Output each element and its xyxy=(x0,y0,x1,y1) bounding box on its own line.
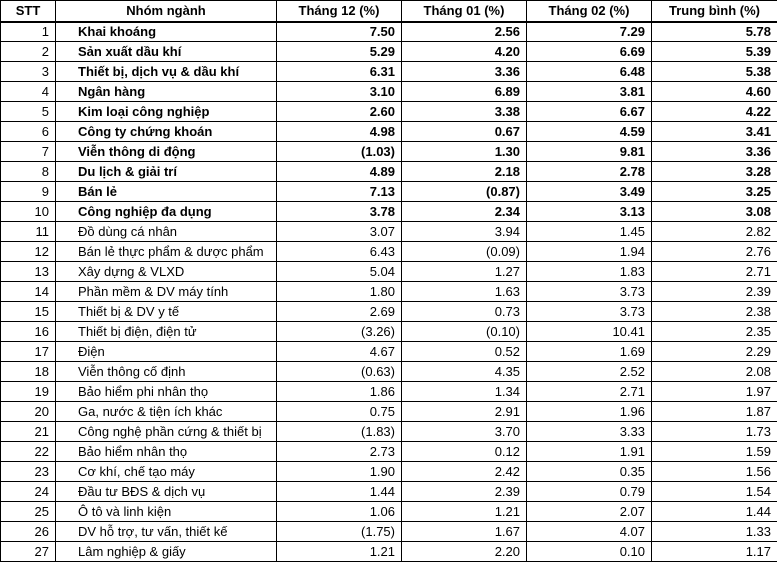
december-value: 3.78 xyxy=(277,202,402,222)
december-value: 1.06 xyxy=(277,502,402,522)
header-february: Tháng 02 (%) xyxy=(527,1,652,22)
average-value: 4.60 xyxy=(652,82,777,102)
december-value: (1.03) xyxy=(277,142,402,162)
february-value: 2.78 xyxy=(527,162,652,182)
average-value: 5.38 xyxy=(652,62,777,82)
december-value: 2.69 xyxy=(277,302,402,322)
row-number: 23 xyxy=(1,462,56,482)
average-value: 2.29 xyxy=(652,342,777,362)
row-number: 25 xyxy=(1,502,56,522)
table-row xyxy=(1,162,777,182)
row-number: 19 xyxy=(1,382,56,402)
december-value: 4.98 xyxy=(277,122,402,142)
december-value: 7.50 xyxy=(277,22,402,42)
table-row xyxy=(1,442,777,462)
table-row xyxy=(1,322,777,342)
february-value: 3.49 xyxy=(527,182,652,202)
average-value: 1.59 xyxy=(652,442,777,462)
row-number: 5 xyxy=(1,102,56,122)
february-value: 1.94 xyxy=(527,242,652,262)
row-number: 17 xyxy=(1,342,56,362)
average-value: 1.44 xyxy=(652,502,777,522)
sector-name: Điện xyxy=(56,342,277,362)
february-value: 3.81 xyxy=(527,82,652,102)
january-value: 0.67 xyxy=(402,122,527,142)
december-value: 6.43 xyxy=(277,242,402,262)
february-value: 6.69 xyxy=(527,42,652,62)
february-value: 0.79 xyxy=(527,482,652,502)
table-row xyxy=(1,362,777,382)
sector-name: DV hỗ trợ, tư vấn, thiết kế xyxy=(56,522,277,542)
january-value: (0.87) xyxy=(402,182,527,202)
december-value: 6.31 xyxy=(277,62,402,82)
sector-name: Công ty chứng khoán xyxy=(56,122,277,142)
february-value: 0.35 xyxy=(527,462,652,482)
february-value: 2.71 xyxy=(527,382,652,402)
table-row xyxy=(1,402,777,422)
row-number: 22 xyxy=(1,442,56,462)
average-value: 2.38 xyxy=(652,302,777,322)
header-average: Trung bình (%) xyxy=(652,1,777,22)
january-value: 2.42 xyxy=(402,462,527,482)
table-row xyxy=(1,382,777,402)
february-value: 3.33 xyxy=(527,422,652,442)
row-number: 20 xyxy=(1,402,56,422)
header-stt: STT xyxy=(1,1,56,22)
table-row xyxy=(1,262,777,282)
row-number: 16 xyxy=(1,322,56,342)
sector-name: Bảo hiểm phi nhân thọ xyxy=(56,382,277,402)
december-value: 5.04 xyxy=(277,262,402,282)
december-value: 1.90 xyxy=(277,462,402,482)
january-value: 3.94 xyxy=(402,222,527,242)
january-value: 2.18 xyxy=(402,162,527,182)
january-value: 1.67 xyxy=(402,522,527,542)
row-number: 3 xyxy=(1,62,56,82)
sector-name: Công nghệ phần cứng & thiết bị xyxy=(56,422,277,442)
sector-name: Viễn thông di động xyxy=(56,142,277,162)
february-value: 4.59 xyxy=(527,122,652,142)
february-value: 3.73 xyxy=(527,302,652,322)
table-row xyxy=(1,122,777,142)
table-row xyxy=(1,482,777,502)
february-value: 3.73 xyxy=(527,282,652,302)
february-value: 0.10 xyxy=(527,542,652,562)
average-value: 2.08 xyxy=(652,362,777,382)
january-value: (0.10) xyxy=(402,322,527,342)
row-number: 9 xyxy=(1,182,56,202)
average-value: 1.17 xyxy=(652,542,777,562)
february-value: 2.07 xyxy=(527,502,652,522)
december-value: 3.10 xyxy=(277,82,402,102)
december-value: (1.83) xyxy=(277,422,402,442)
average-value: 2.76 xyxy=(652,242,777,262)
february-value: 7.29 xyxy=(527,22,652,42)
average-value: 1.54 xyxy=(652,482,777,502)
sector-name: Thiết bị, dịch vụ & dầu khí xyxy=(56,62,277,82)
february-value: 1.45 xyxy=(527,222,652,242)
december-value: 1.80 xyxy=(277,282,402,302)
average-value: 1.56 xyxy=(652,462,777,482)
row-number: 13 xyxy=(1,262,56,282)
december-value: 1.86 xyxy=(277,382,402,402)
average-value: 1.73 xyxy=(652,422,777,442)
sector-name: Phần mềm & DV máy tính xyxy=(56,282,277,302)
table-row xyxy=(1,142,777,162)
table-row xyxy=(1,422,777,442)
january-value: 0.12 xyxy=(402,442,527,462)
table-row xyxy=(1,542,777,562)
average-value: 3.08 xyxy=(652,202,777,222)
february-value: 9.81 xyxy=(527,142,652,162)
row-number: 10 xyxy=(1,202,56,222)
row-number: 27 xyxy=(1,542,56,562)
row-number: 18 xyxy=(1,362,56,382)
sector-name: Bảo hiểm nhân thọ xyxy=(56,442,277,462)
average-value: 5.39 xyxy=(652,42,777,62)
table-row xyxy=(1,302,777,322)
sector-name: Bán lẻ thực phẩm & dược phẩm xyxy=(56,242,277,262)
january-value: 6.89 xyxy=(402,82,527,102)
average-value: 2.82 xyxy=(652,222,777,242)
december-value: 5.29 xyxy=(277,42,402,62)
row-number: 7 xyxy=(1,142,56,162)
sector-name: Thiết bị & DV y tế xyxy=(56,302,277,322)
sector-name: Viễn thông cố định xyxy=(56,362,277,382)
average-value: 3.36 xyxy=(652,142,777,162)
january-value: (0.09) xyxy=(402,242,527,262)
january-value: 3.70 xyxy=(402,422,527,442)
february-value: 6.67 xyxy=(527,102,652,122)
table-row xyxy=(1,42,777,62)
row-number: 26 xyxy=(1,522,56,542)
january-value: 3.38 xyxy=(402,102,527,122)
row-number: 6 xyxy=(1,122,56,142)
row-number: 15 xyxy=(1,302,56,322)
table-row xyxy=(1,342,777,362)
average-value: 4.22 xyxy=(652,102,777,122)
row-number: 8 xyxy=(1,162,56,182)
row-number: 24 xyxy=(1,482,56,502)
header-sector: Nhóm ngành xyxy=(56,1,277,22)
sector-name: Kim loại công nghiệp xyxy=(56,102,277,122)
sector-name: Lâm nghiệp & giấy xyxy=(56,542,277,562)
sector-name: Bán lẻ xyxy=(56,182,277,202)
row-number: 12 xyxy=(1,242,56,262)
table-row xyxy=(1,242,777,262)
january-value: 4.20 xyxy=(402,42,527,62)
january-value: 2.91 xyxy=(402,402,527,422)
february-value: 4.07 xyxy=(527,522,652,542)
february-value: 1.83 xyxy=(527,262,652,282)
january-value: 3.36 xyxy=(402,62,527,82)
row-number: 14 xyxy=(1,282,56,302)
table-row xyxy=(1,502,777,522)
february-value: 1.69 xyxy=(527,342,652,362)
january-value: 1.34 xyxy=(402,382,527,402)
average-value: 1.87 xyxy=(652,402,777,422)
row-number: 4 xyxy=(1,82,56,102)
february-value: 6.48 xyxy=(527,62,652,82)
december-value: 3.07 xyxy=(277,222,402,242)
january-value: 0.73 xyxy=(402,302,527,322)
january-value: 2.20 xyxy=(402,542,527,562)
row-number: 11 xyxy=(1,222,56,242)
january-value: 2.56 xyxy=(402,22,527,42)
january-value: 1.21 xyxy=(402,502,527,522)
header-january: Tháng 01 (%) xyxy=(402,1,527,22)
table-row xyxy=(1,202,777,222)
january-value: 4.35 xyxy=(402,362,527,382)
december-value: 1.44 xyxy=(277,482,402,502)
average-value: 3.41 xyxy=(652,122,777,142)
sector-name: Thiết bị điện, điện tử xyxy=(56,322,277,342)
table-row xyxy=(1,22,777,42)
table-row xyxy=(1,522,777,542)
average-value: 1.33 xyxy=(652,522,777,542)
february-value: 1.91 xyxy=(527,442,652,462)
average-value: 2.71 xyxy=(652,262,777,282)
average-value: 3.28 xyxy=(652,162,777,182)
sector-name: Công nghiệp đa dụng xyxy=(56,202,277,222)
december-value: 0.75 xyxy=(277,402,402,422)
sector-name: Sản xuất dầu khí xyxy=(56,42,277,62)
row-number: 1 xyxy=(1,22,56,42)
average-value: 2.39 xyxy=(652,282,777,302)
december-value: 2.73 xyxy=(277,442,402,462)
row-number: 2 xyxy=(1,42,56,62)
december-value: (3.26) xyxy=(277,322,402,342)
row-number: 21 xyxy=(1,422,56,442)
january-value: 2.39 xyxy=(402,482,527,502)
header-december: Tháng 12 (%) xyxy=(277,1,402,22)
sector-name: Cơ khí, chế tạo máy xyxy=(56,462,277,482)
table-row xyxy=(1,182,777,202)
average-value: 3.25 xyxy=(652,182,777,202)
table-header-row xyxy=(1,1,777,22)
february-value: 10.41 xyxy=(527,322,652,342)
table-row xyxy=(1,222,777,242)
table-row xyxy=(1,62,777,82)
january-value: 0.52 xyxy=(402,342,527,362)
average-value: 1.97 xyxy=(652,382,777,402)
table-row xyxy=(1,462,777,482)
january-value: 1.30 xyxy=(402,142,527,162)
december-value: 2.60 xyxy=(277,102,402,122)
sector-name: Du lịch & giải trí xyxy=(56,162,277,182)
average-value: 5.78 xyxy=(652,22,777,42)
february-value: 2.52 xyxy=(527,362,652,382)
table-row xyxy=(1,282,777,302)
table-row xyxy=(1,102,777,122)
sector-name: Khai khoáng xyxy=(56,22,277,42)
december-value: 4.67 xyxy=(277,342,402,362)
table-row xyxy=(1,82,777,102)
december-value: 7.13 xyxy=(277,182,402,202)
december-value: 1.21 xyxy=(277,542,402,562)
sector-name: Ga, nước & tiện ích khác xyxy=(56,402,277,422)
sector-name: Đồ dùng cá nhân xyxy=(56,222,277,242)
february-value: 1.96 xyxy=(527,402,652,422)
january-value: 2.34 xyxy=(402,202,527,222)
january-value: 1.63 xyxy=(402,282,527,302)
february-value: 3.13 xyxy=(527,202,652,222)
sector-name: Đầu tư BĐS & dịch vụ xyxy=(56,482,277,502)
sector-name: Ô tô và linh kiện xyxy=(56,502,277,522)
average-value: 2.35 xyxy=(652,322,777,342)
sector-name: Xây dựng & VLXD xyxy=(56,262,277,282)
sector-name: Ngân hàng xyxy=(56,82,277,102)
december-value: (0.63) xyxy=(277,362,402,382)
december-value: (1.75) xyxy=(277,522,402,542)
january-value: 1.27 xyxy=(402,262,527,282)
december-value: 4.89 xyxy=(277,162,402,182)
